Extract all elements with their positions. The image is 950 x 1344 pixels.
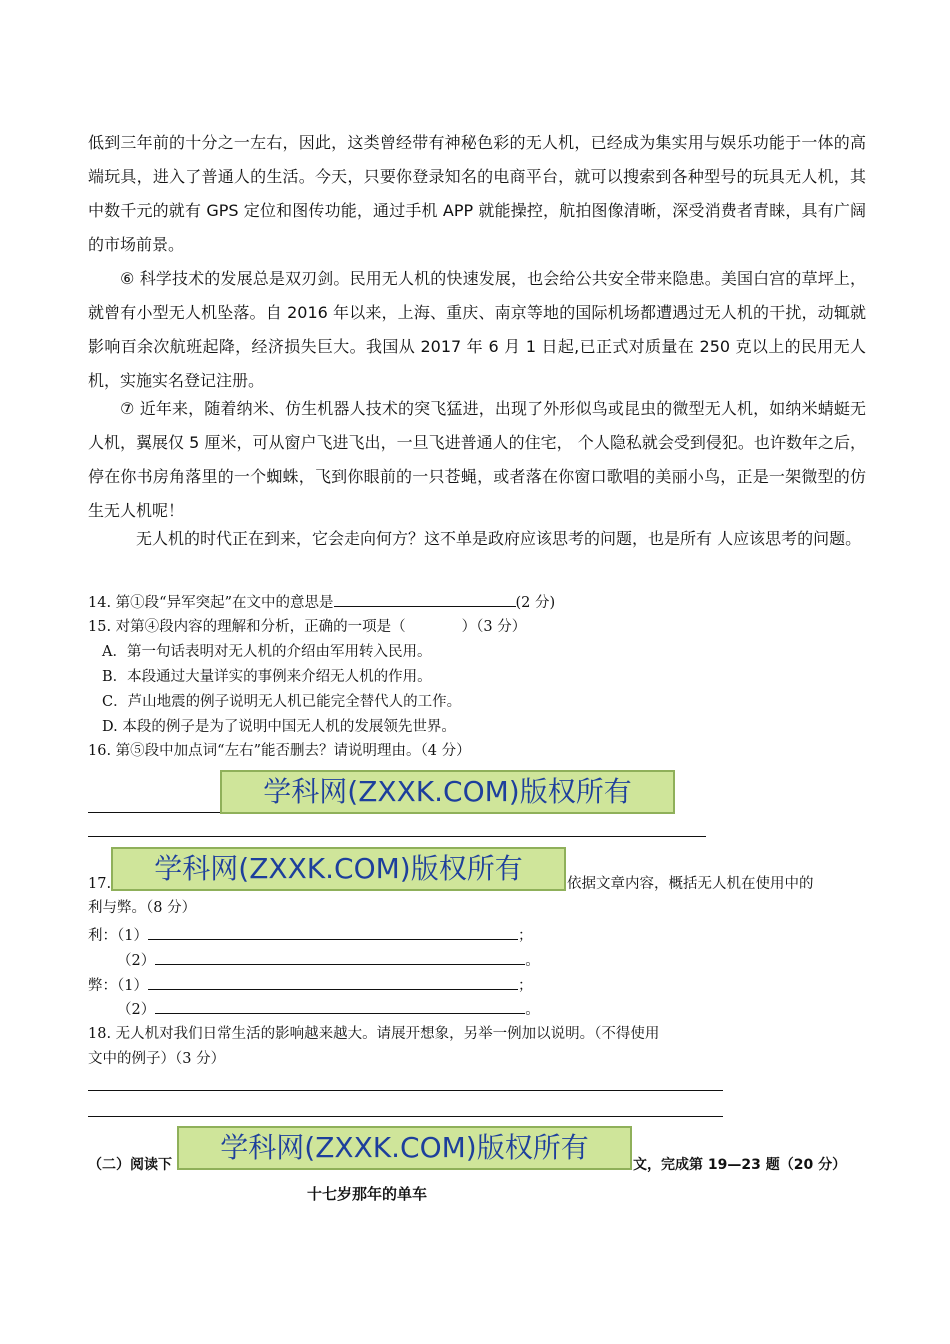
watermark-banner: 学科网(ZXXK.COM)版权所有: [177, 1126, 632, 1170]
disadvantage-2-blank[interactable]: [155, 999, 525, 1014]
watermark-banner: 学科网(ZXXK.COM)版权所有: [111, 847, 566, 891]
q17-advantage-2: （2） 。: [117, 950, 540, 971]
q17-disadvantage-2: （2） 。: [117, 999, 540, 1020]
question-15: [88, 617, 526, 637]
q14-text: 14. 第①段“异军突起”在文中的意思是: [88, 595, 334, 611]
q18-answer-line-2[interactable]: [88, 1116, 723, 1117]
q15-option-d: D. 本段的例子是为了说明中国无人机的发展领先世界。: [102, 719, 456, 735]
section-2-prefix: （二）阅读下: [88, 1157, 172, 1173]
q17-number: 17.: [88, 876, 112, 892]
advantage-2-blank[interactable]: [155, 950, 525, 965]
q17-text-line-2: 利与弊。（8 分）: [88, 900, 197, 916]
q15-option-b: B．本段通过大量详实的事例来介绍无人机的作用。: [102, 669, 432, 685]
article-paragraph-8: 无人机的时代正在到来，它会走向何方？这不单是政府应该思考的问题，也是所有 人应该思考的问题。: [136, 529, 862, 548]
article-paragraph-7: ⑦ 近年来，随着纳米、仿生机器人技术的突飞猛进，出现了外形似鸟或昆虫的微型无人机，如纳米蜻蜓无人机，翼展仅 5 厘米，可从窗户飞进飞出，一旦飞进普通人的住宅， 个人隐私就会受到侵犯。也许数年之后，停在你书房角落里的一个蜘蛛，飞到你眼前的一只苍蝇，或者落在你窗口歌唱的美丽小鸟，正是一架微型的仿生无人机呢！: [88, 399, 866, 520]
q15-option-a: A．第一句话表明对无人机的介绍由军用转入民用。: [102, 644, 432, 660]
disadvantage-label: 弊：: [88, 978, 117, 994]
q17-disadvantage-1: 弊：（1） ；: [88, 975, 532, 996]
q15-text: 15. 对第④段内容的理解和分析，正确的一项是（: [88, 619, 406, 635]
watermark-banner: 学科网(ZXXK.COM)版权所有: [220, 770, 675, 814]
q17-text: 依据文章内容，概括无人机在使用中的: [567, 876, 814, 892]
q15-option-c: C．芦山地震的例子说明无人机已能完全替代人的工作。: [102, 694, 462, 710]
q17-advantage-1: 利：（1） ；: [88, 925, 532, 946]
question-18-line-1: 18. 无人机对我们日常生活的影响越来越大。请展开想象，另举一例加以说明。（不得使用: [88, 1026, 660, 1042]
advantage-label: 利：: [88, 928, 117, 944]
disadvantage-1-blank[interactable]: [148, 975, 518, 990]
article-paragraph-6: ⑥ 科学技术的发展总是双刃剑。民用无人机的快速发展，也会给公共安全带来隐患。美国白宫的草坪上，就曾有小型无人机坠落。自 2016 年以来，上海、重庆、南京等地的国际机场都遭遇过无人机的干扰，动辄就影响百余次航班起降，经济损失巨大。我国从 2017 年 6 月 1 日起,已正式对质量在 250 克以上的民用无人机，实施实名登记注册。: [88, 269, 866, 390]
q18-answer-line-1[interactable]: [88, 1090, 723, 1091]
article-paragraph-5-continued: 低到三年前的十分之一左右，因此，这类曾经带有神秘色彩的无人机，已经成为集实用与娱乐功能于一体的高端玩具，进入了普通人的生活。今天，只要你登录知名的电商平台，就可以搜索到各种型号的玩具无人机，其中数千元的就有 GPS 定位和图传功能，通过手机 APP 就能操控，航拍图像清晰，深受消费者青睐，具有广阔的市场前景。: [88, 133, 866, 254]
q15-score: ）（3 分）: [461, 619, 527, 635]
q16-answer-line-2[interactable]: [88, 836, 706, 837]
question-16: 16. 第⑤段中加点词“左右”能否删去？请说明理由。（4 分）: [88, 743, 471, 759]
section-2-instruction: 文，完成第 19—23 题（20 分）: [633, 1157, 847, 1173]
q14-answer-blank[interactable]: [334, 592, 516, 607]
q16-answer-line-1a[interactable]: [88, 812, 220, 813]
question-18-line-2: 文中的例子）（3 分）: [88, 1051, 226, 1067]
question-14: [88, 592, 555, 613]
story-title: 十七岁那年的单车: [307, 1185, 428, 1203]
q14-score: (2 分): [515, 595, 556, 611]
advantage-1-blank[interactable]: [148, 925, 518, 940]
